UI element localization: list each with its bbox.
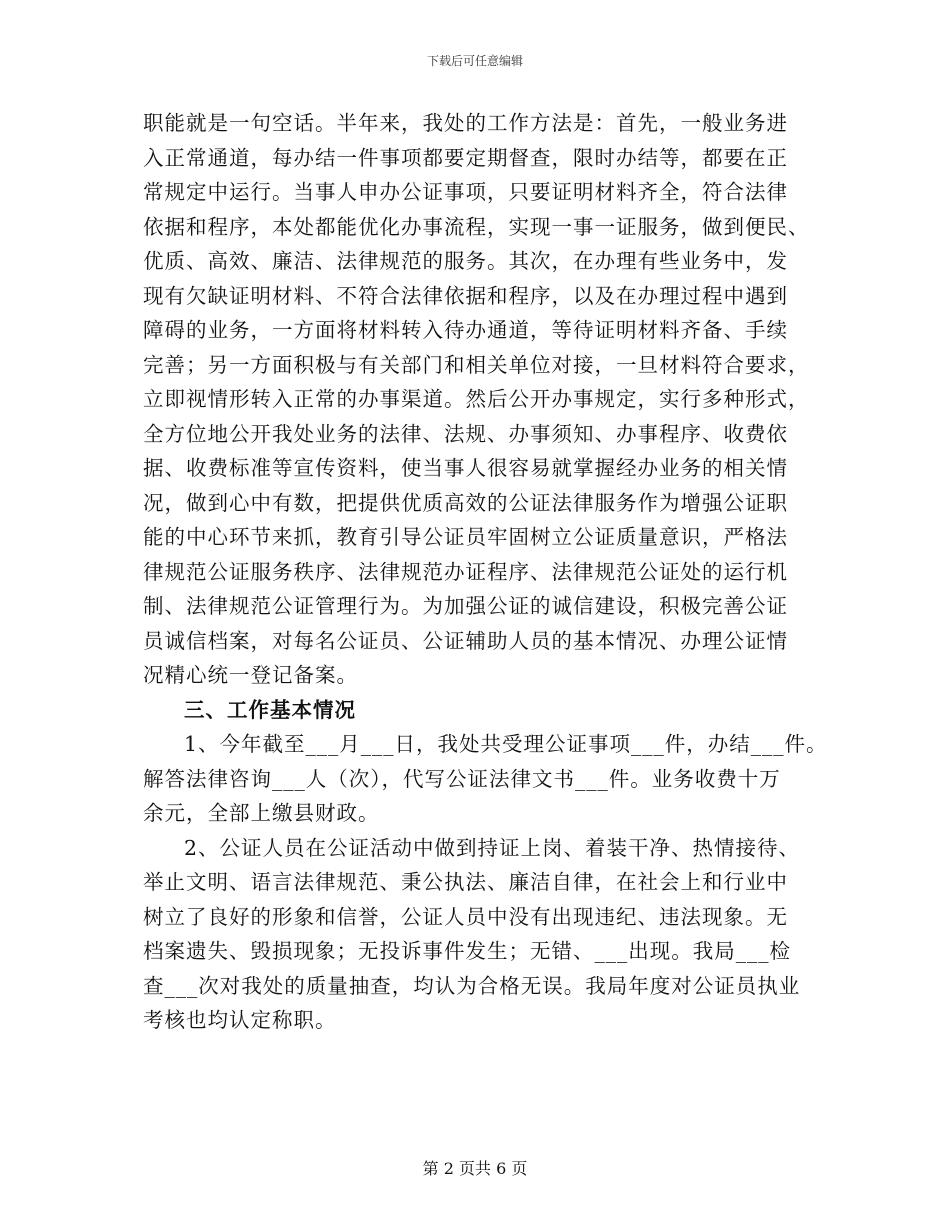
text-line: 职能就是一句空话。半年来，我处的工作方法是：首先，一般业务进 xyxy=(143,111,788,135)
text-line: 档案遗失、毁损现象；无投诉事件发生；无错、___出现。我局___检 xyxy=(143,939,791,963)
section-heading: 三、工作基本情况 xyxy=(184,697,356,722)
paragraph-work-methods xyxy=(143,106,823,693)
document-body xyxy=(143,106,828,1038)
paragraph-statistics xyxy=(143,727,828,831)
text-line: 2、公证人员在公证活动中做到持证上岗、着装干净、热情接待、 xyxy=(184,835,801,860)
text-line: 制、法律规范公证管理行为。为加强公证的诚信建设，积极完善公证 xyxy=(143,594,788,618)
text-line: 况，做到心中有数，把提供优质高效的公证法律服务作为增强公证职 xyxy=(143,490,788,515)
text-line: 全方位地公开我处业务的法律、法规、办事须知、办事程序、收费依 xyxy=(143,421,788,446)
text-line: 树立了良好的形象和信誉，公证人员中没有出现违纪、违法现象。无 xyxy=(143,904,788,929)
text-line: 余元，全部上缴县财政。 xyxy=(143,801,380,825)
page-footer: 第 2 页共 6 页 xyxy=(422,1159,528,1178)
page-header: 下载后可任意编辑 xyxy=(426,54,523,68)
text-line: 举止文明、语言法律规范、秉公执法、廉洁自律，在社会上和行业中 xyxy=(143,870,788,894)
text-line: 1、今年截至___月___日，我处共受理公证事项___件，办结___件。 xyxy=(184,732,828,756)
text-line: 现有欠缺证明材料、不符合法律依据和程序，以及在办理过程中遇到 xyxy=(143,283,788,308)
text-line: 优质、高效、廉洁、法律规范的服务。其次，在办理有些业务中，发 xyxy=(143,249,788,273)
text-line: 常规定中运行。当事人申办公证事项，只要证明材料齐全，符合法律 xyxy=(143,180,788,204)
text-line: 员诚信档案，对每名公证员、公证辅助人员的基本情况、办理公证情 xyxy=(143,628,788,653)
text-line: 况精心统一登记备案。 xyxy=(143,663,358,687)
text-line: 据、收费标准等宣传资料，使当事人很容易就掌握经办业务的相关情 xyxy=(143,456,788,480)
text-line: 解答法律咨询___人（次），代写公证法律文书___件。业务收费十万 xyxy=(143,766,781,791)
text-line: 障碍的业务，一方面将材料转入待办通道，等待证明材料齐备、手续 xyxy=(143,318,788,342)
text-line: 查___次对我处的质量抽查，均认为合格无误。我局年度对公证员执业 xyxy=(143,973,801,998)
text-line: 能的中心环节来抓，教育引导公证员牢固树立公证质量意识，严格法 xyxy=(143,525,788,549)
text-line: 考核也均认定称职。 xyxy=(143,1008,337,1032)
paragraph-conduct xyxy=(143,831,823,1038)
text-line: 依据和程序，本处都能优化办事流程，实现一事一证服务，做到便民、 xyxy=(143,214,810,239)
text-line: 立即视情形转入正常的办事渠道。然后公开办事规定，实行多种形式， xyxy=(143,387,810,411)
text-line: 完善；另一方面积极与有关部门和相关单位对接，一旦材料符合要求， xyxy=(143,352,810,377)
text-line: 律规范公证服务秩序、法律规范办证程序、法律规范公证处的运行机 xyxy=(143,559,788,584)
text-line: 入正常通道，每办结一件事项都要定期督查，限时办结等，都要在正 xyxy=(143,145,788,170)
